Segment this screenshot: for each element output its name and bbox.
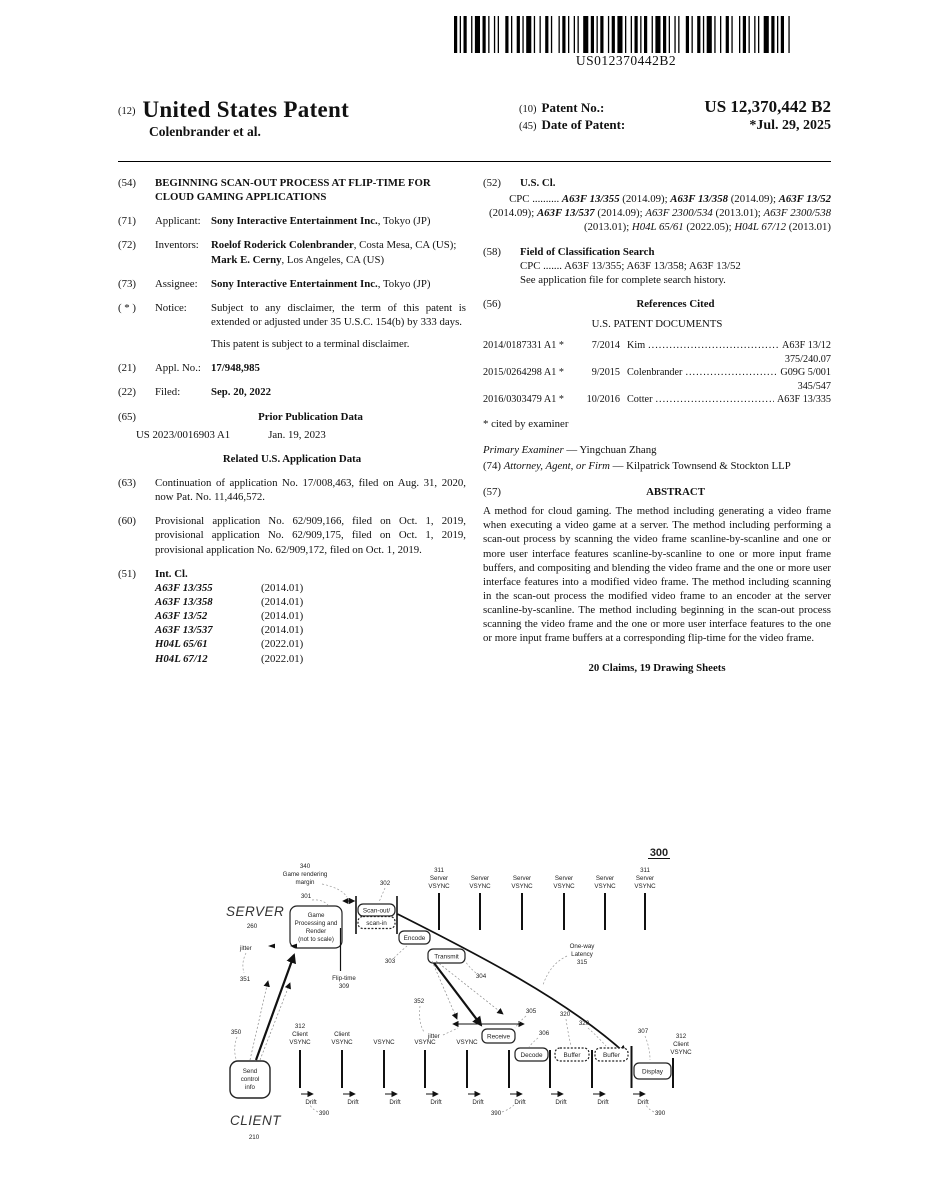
field-label: Notice: bbox=[155, 301, 187, 314]
references-table bbox=[483, 339, 831, 406]
field-52 bbox=[483, 176, 831, 190]
notice-value bbox=[211, 301, 466, 351]
server-vsync-label: Server bbox=[470, 875, 490, 882]
field-71 bbox=[118, 214, 466, 228]
scan-out-text: Scan-out/ bbox=[362, 907, 391, 915]
ref-305: 305 bbox=[525, 1008, 537, 1015]
server-vsync-label: Server bbox=[429, 875, 449, 882]
inventors-value: Roelof Roderick Colenbrander, Costa Mesa, CA (US); Mark E. Cerny, Los Angeles, CA (US) bbox=[211, 239, 457, 266]
receive-text: Receive bbox=[486, 1033, 511, 1041]
ref-302: 302 bbox=[379, 880, 391, 887]
int-cl-row bbox=[155, 623, 466, 637]
int-cl-row bbox=[155, 637, 466, 651]
us-patent-documents-heading: U.S. PATENT DOCUMENTS bbox=[591, 318, 723, 331]
int-cl-code: H04L 65/61 bbox=[155, 638, 208, 651]
client-vsync-label: 312 bbox=[294, 1023, 306, 1030]
int-cl-row bbox=[155, 581, 466, 595]
margin-label-line1: Game rendering bbox=[282, 871, 328, 878]
client-vsync-label: Client bbox=[334, 1031, 350, 1038]
leader-390-b bbox=[502, 1105, 514, 1112]
field-number: (51) bbox=[118, 567, 136, 580]
cpc-classifications: CPC .......... A63F 13/355 (2014.09); A63F 13/358 (2014.09); A63F 13/52 (2014.09); A63F 13/537 (2014.09); A63F 2300/534 (2013.01); A63F 2300/538 (2013.01); H04L 65/61 (2022.05); H04L 67/12 (2013.01) bbox=[488, 193, 831, 234]
client-label: CLIENT bbox=[230, 1113, 282, 1128]
ref-307: 307 bbox=[637, 1028, 649, 1035]
dot-leader bbox=[655, 393, 773, 406]
field-22 bbox=[118, 385, 466, 399]
field-notice bbox=[118, 301, 466, 351]
drift-label: Drift bbox=[637, 1099, 649, 1106]
latency-label-line1: One-way bbox=[569, 943, 595, 950]
patent-no-label: (10) Patent No.: bbox=[519, 100, 605, 115]
barcode-image bbox=[452, 16, 800, 53]
field-51 bbox=[118, 567, 466, 666]
drift-label: Drift bbox=[597, 1099, 609, 1106]
figure-svg bbox=[222, 842, 706, 1150]
inventor-byline: Colenbrander et al. bbox=[149, 124, 261, 140]
field-number: (54) bbox=[118, 177, 136, 189]
ref-390-a: 390 bbox=[318, 1110, 330, 1117]
int-cl-block bbox=[155, 567, 466, 666]
server-ref-num: 260 bbox=[246, 923, 258, 930]
date-of-patent-label: (45) Date of Patent: bbox=[519, 117, 626, 132]
field-number: (65) bbox=[118, 410, 136, 423]
ref-350: 350 bbox=[230, 1029, 242, 1036]
leader-340 bbox=[322, 884, 347, 897]
bibliographic-columns bbox=[118, 176, 831, 675]
field-number: ( * ) bbox=[118, 301, 136, 314]
server-vsync-label: VSYNC bbox=[428, 883, 450, 890]
ref-390-b: 390 bbox=[490, 1110, 502, 1117]
display-vsync-num: 312 bbox=[675, 1033, 687, 1040]
flip-time-label: Flip-time bbox=[332, 975, 356, 982]
field-number: (71) bbox=[118, 215, 136, 228]
transmit-text: Transmit bbox=[434, 953, 459, 961]
leader-315 bbox=[543, 956, 567, 985]
field-label: Inventors: bbox=[155, 239, 199, 252]
date-of-patent: *Jul. 29, 2025 bbox=[749, 118, 831, 133]
jitter-arrow-late bbox=[436, 961, 503, 1014]
display-text: Display bbox=[642, 1068, 663, 1076]
reference-row-continuation: 375/240.07 bbox=[784, 353, 831, 365]
filed-date: Sep. 20, 2022 bbox=[211, 386, 271, 399]
attorney-line: (74) Attorney, Agent, or Firm — Kilpatrick Townsend & Stockton LLP bbox=[483, 459, 791, 472]
publication-date: Jan. 19, 2023 bbox=[268, 428, 326, 441]
uplink-jitter-arrow-early bbox=[250, 981, 268, 1060]
margin-label-line2: margin bbox=[295, 879, 315, 886]
int-cl-date: (2014.01) bbox=[261, 624, 304, 637]
game-box-line4: (not to scale) bbox=[298, 936, 334, 943]
server-vsync-label: 311 bbox=[434, 867, 444, 874]
field-label: Assignee: bbox=[155, 277, 198, 290]
right-column bbox=[483, 176, 831, 675]
field-number: (21) bbox=[118, 362, 136, 375]
server-jitter-label: jitter bbox=[240, 945, 252, 952]
leader-390-a bbox=[310, 1105, 318, 1112]
field-label: Appl. No.: bbox=[155, 362, 201, 375]
publication-number: US 2023/0016903 A1 bbox=[136, 428, 231, 441]
patent-number: US 12,370,442 B2 bbox=[704, 97, 831, 116]
drift-label: Drift bbox=[305, 1099, 317, 1106]
client-vsync-label: VSYNC bbox=[331, 1039, 353, 1046]
field-72 bbox=[118, 238, 466, 266]
leader-350 bbox=[235, 1037, 237, 1059]
send-box-line3: info bbox=[245, 1084, 255, 1091]
field-60 bbox=[118, 514, 466, 556]
barcode-block bbox=[452, 16, 800, 68]
barcode-number: US012370442B2 bbox=[575, 53, 677, 68]
ref-352: 352 bbox=[413, 998, 425, 1005]
int-cl-date: (2014.01) bbox=[261, 610, 304, 623]
ref-390-c: 390 bbox=[654, 1110, 666, 1117]
field-number: (63) bbox=[118, 476, 136, 489]
header-divider bbox=[118, 161, 831, 162]
client-vsync-label: Client bbox=[292, 1031, 308, 1038]
leader-351 bbox=[243, 953, 246, 973]
field-number: (22) bbox=[118, 386, 136, 399]
reference-row: 2015/0264298 A1 * 9/2015 Colenbrander ..... G09G 5/001 bbox=[483, 366, 831, 379]
ref-320-b: 320 bbox=[578, 1020, 590, 1027]
client-vsync-label: VSYNC bbox=[373, 1039, 395, 1046]
applicant-value: Sony Interactive Entertainment Inc., Tokyo (JP) bbox=[211, 215, 431, 228]
decode-text: Decode bbox=[520, 1052, 543, 1059]
ref-340: 340 bbox=[299, 863, 311, 870]
int-cl-row bbox=[155, 609, 466, 623]
leader-307 bbox=[645, 1036, 650, 1060]
transmit-to-receive-arrow bbox=[434, 963, 481, 1025]
encode-text: Encode bbox=[403, 935, 426, 942]
prior-publication-heading: Prior Publication Data bbox=[258, 410, 363, 423]
ref-315: 315 bbox=[576, 959, 588, 966]
ref-303: 303 bbox=[384, 958, 396, 965]
field-of-search-block bbox=[520, 245, 831, 287]
page-title: United States Patent bbox=[142, 97, 350, 122]
application-number: 17/948,985 bbox=[211, 362, 260, 375]
int-cl-date: (2022.01) bbox=[261, 652, 304, 665]
header-right bbox=[519, 97, 831, 140]
server-vsync-label: Server bbox=[635, 875, 655, 882]
abstract-text: A method for cloud gaming. The method including generating a video frame when executing a video game at a server. The method including performing a scan-out process by scanning the video frame scanline-by-scanline and one or more user interface features scanline-by-scanline to one or more input frame buffers, and compositing and blending the video frame and the one or more user interface features into a modified video frame. The method including scanning in the scan-out process the modified video frame to an encoder at the server scanline-by-scanline. The method including beginning in the scan-out process scanning the video frame and the one or more user interface features to the one or more input frame buffers at a corresponding flip-time for the video frame. bbox=[483, 505, 831, 645]
server-vsync-label: Server bbox=[554, 875, 574, 882]
drift-label: Drift bbox=[472, 1099, 484, 1106]
field-56 bbox=[483, 297, 831, 311]
field-number: (56) bbox=[483, 297, 501, 310]
int-cl-code: A63F 13/358 bbox=[155, 595, 213, 608]
jitter-label-dash bbox=[443, 1028, 458, 1035]
leader-303 bbox=[394, 946, 407, 958]
leader-390-c bbox=[646, 1105, 654, 1112]
game-box-line1: Game bbox=[307, 912, 325, 919]
field-label: Filed: bbox=[155, 386, 181, 399]
drift-label: Drift bbox=[514, 1099, 526, 1106]
field-number: (72) bbox=[118, 239, 136, 252]
leader-304 bbox=[465, 961, 476, 973]
int-cl-row bbox=[155, 652, 466, 666]
send-box-line1: Send bbox=[242, 1068, 258, 1075]
field-58 bbox=[483, 245, 831, 287]
uplink-jitter-arrow-late bbox=[260, 983, 290, 1060]
field-21 bbox=[118, 361, 466, 375]
int-cl-code: A63F 13/355 bbox=[155, 581, 213, 594]
client-vsync-label: VSYNC bbox=[289, 1039, 311, 1046]
us-cl-heading: U.S. Cl. bbox=[520, 177, 556, 189]
int-cl-heading: Int. Cl. bbox=[155, 567, 188, 580]
reference-row-continuation: 345/547 bbox=[797, 380, 831, 392]
claims-drawing-sheets-line: 20 Claims, 19 Drawing Sheets bbox=[588, 661, 726, 674]
ref-301: 301 bbox=[300, 893, 312, 900]
client-vsync-label: VSYNC bbox=[414, 1039, 436, 1046]
ref-320-a: 320 bbox=[559, 1011, 571, 1018]
field-number: (58) bbox=[483, 245, 501, 258]
server-vsync-label: Server bbox=[595, 875, 615, 882]
display-vsync-line1: Client bbox=[673, 1041, 689, 1048]
drift-label: Drift bbox=[430, 1099, 442, 1106]
field-code-12: (12) bbox=[118, 106, 136, 117]
client-jitter-label: jitter bbox=[428, 1033, 440, 1040]
server-vsync-label: 311 bbox=[640, 867, 650, 874]
client-ref-num: 210 bbox=[248, 1134, 260, 1141]
drift-label: Drift bbox=[347, 1099, 359, 1106]
header-left bbox=[118, 97, 349, 140]
scan-in-text: scan-in bbox=[366, 920, 387, 928]
server-vsync-label: VSYNC bbox=[634, 883, 656, 890]
abstract-heading: ABSTRACT bbox=[646, 485, 705, 498]
int-cl-date: (2014.01) bbox=[261, 581, 304, 594]
invention-title: BEGINNING SCAN-OUT PROCESS AT FLIP-TIME FOR CLOUD GAMING APPLICATIONS bbox=[155, 177, 431, 204]
reference-row: 2016/0303479 A1 * 10/2016 Cotter ..... A63F 13/335 bbox=[483, 393, 831, 406]
field-of-search-cpc: CPC ....... A63F 13/355; A63F 13/358; A63F 13/52 bbox=[520, 259, 741, 272]
int-cl-code: A63F 13/52 bbox=[155, 610, 208, 623]
server-vsync-label: VSYNC bbox=[469, 883, 491, 890]
references-cited-heading: References Cited bbox=[636, 297, 715, 310]
jitter-tick-left bbox=[268, 944, 275, 949]
leader-352 bbox=[420, 1006, 425, 1032]
field-63 bbox=[118, 476, 466, 504]
dot-leader bbox=[648, 339, 779, 352]
field-73 bbox=[118, 277, 466, 291]
continuation-text: Continuation of application No. 17/008,463, filed on Aug. 31, 2020, now Pat. No. 11,446,572. bbox=[155, 476, 466, 504]
figure-timing-diagram bbox=[222, 842, 706, 1150]
server-vsync-label: VSYNC bbox=[511, 883, 533, 890]
int-cl-date: (2014.01) bbox=[261, 595, 304, 608]
field-57 bbox=[483, 485, 831, 499]
dot-leader bbox=[685, 366, 777, 379]
reference-row: 2014/0187331 A1 * 7/2014 Kim ..... A63F 13/12 bbox=[483, 339, 831, 352]
int-cl-date: (2022.01) bbox=[261, 638, 304, 651]
client-vsync-label: VSYNC bbox=[456, 1039, 478, 1046]
assignee-value: Sony Interactive Entertainment Inc., Tokyo (JP) bbox=[211, 277, 431, 290]
leader-301 bbox=[312, 900, 328, 905]
int-cl-code: A63F 13/537 bbox=[155, 624, 213, 637]
field-65 bbox=[118, 410, 466, 424]
left-column bbox=[118, 176, 466, 675]
ref-351: 351 bbox=[239, 976, 251, 983]
provisional-text: Provisional application No. 62/909,166, filed on Oct. 1, 2019, provisional application No. 62/909,175, filed on Oct. 1, 2019, provisional application No. 62/909,172, filed on Oct. 1, 2019. bbox=[155, 515, 466, 556]
server-label: SERVER bbox=[226, 904, 285, 919]
int-cl-row bbox=[155, 595, 466, 609]
cited-by-examiner-note: * cited by examiner bbox=[483, 417, 569, 430]
notice-paragraph-1: Subject to any disclaimer, the term of this patent is extended or adjusted under 35 U.S.C. 154(b) by 333 days. bbox=[211, 301, 466, 328]
server-vsync-label: VSYNC bbox=[553, 883, 575, 890]
field-number: (73) bbox=[118, 277, 136, 290]
ref-304: 304 bbox=[475, 973, 487, 980]
send-box-line2: control bbox=[240, 1076, 260, 1083]
drift-label: Drift bbox=[555, 1099, 567, 1106]
ref-306: 306 bbox=[538, 1030, 550, 1037]
leader-320-a bbox=[566, 1019, 571, 1046]
latency-label-line2: Latency bbox=[571, 951, 593, 958]
field-number: (60) bbox=[118, 515, 136, 528]
server-vsync-label: Server bbox=[512, 875, 532, 882]
leader-306 bbox=[529, 1038, 538, 1047]
int-cl-code: H04L 67/12 bbox=[155, 652, 208, 665]
field-label: Applicant: bbox=[155, 215, 201, 228]
display-vsync-line2: VSYNC bbox=[670, 1049, 692, 1056]
buffer-2-text: Buffer bbox=[603, 1052, 620, 1059]
leader-305 bbox=[515, 1016, 526, 1028]
notice-paragraph-2: This patent is subject to a terminal disclaimer. bbox=[211, 338, 410, 351]
leader-302 bbox=[379, 888, 385, 902]
document-header bbox=[118, 97, 831, 140]
int-cl-rows bbox=[155, 581, 466, 666]
buffer-1-text: Buffer bbox=[563, 1052, 581, 1059]
server-vsync-label: VSYNC bbox=[594, 883, 616, 890]
game-box-line2: Processing and bbox=[294, 920, 338, 927]
drift-label: Drift bbox=[389, 1099, 401, 1106]
ref-309: 309 bbox=[338, 983, 350, 990]
prior-publication-row bbox=[118, 428, 466, 442]
field-of-search-note: See application file for complete search history. bbox=[520, 273, 726, 286]
field-of-search-heading: Field of Classification Search bbox=[520, 245, 655, 258]
related-data-heading: Related U.S. Application Data bbox=[222, 452, 362, 465]
game-box-line3: Render bbox=[305, 928, 327, 935]
field-54 bbox=[118, 176, 466, 204]
primary-examiner-line: Primary Examiner — Yingchuan Zhang bbox=[483, 443, 657, 456]
field-number: (57) bbox=[483, 485, 501, 498]
field-number: (52) bbox=[483, 177, 501, 189]
figure-number: 300 bbox=[649, 847, 669, 859]
